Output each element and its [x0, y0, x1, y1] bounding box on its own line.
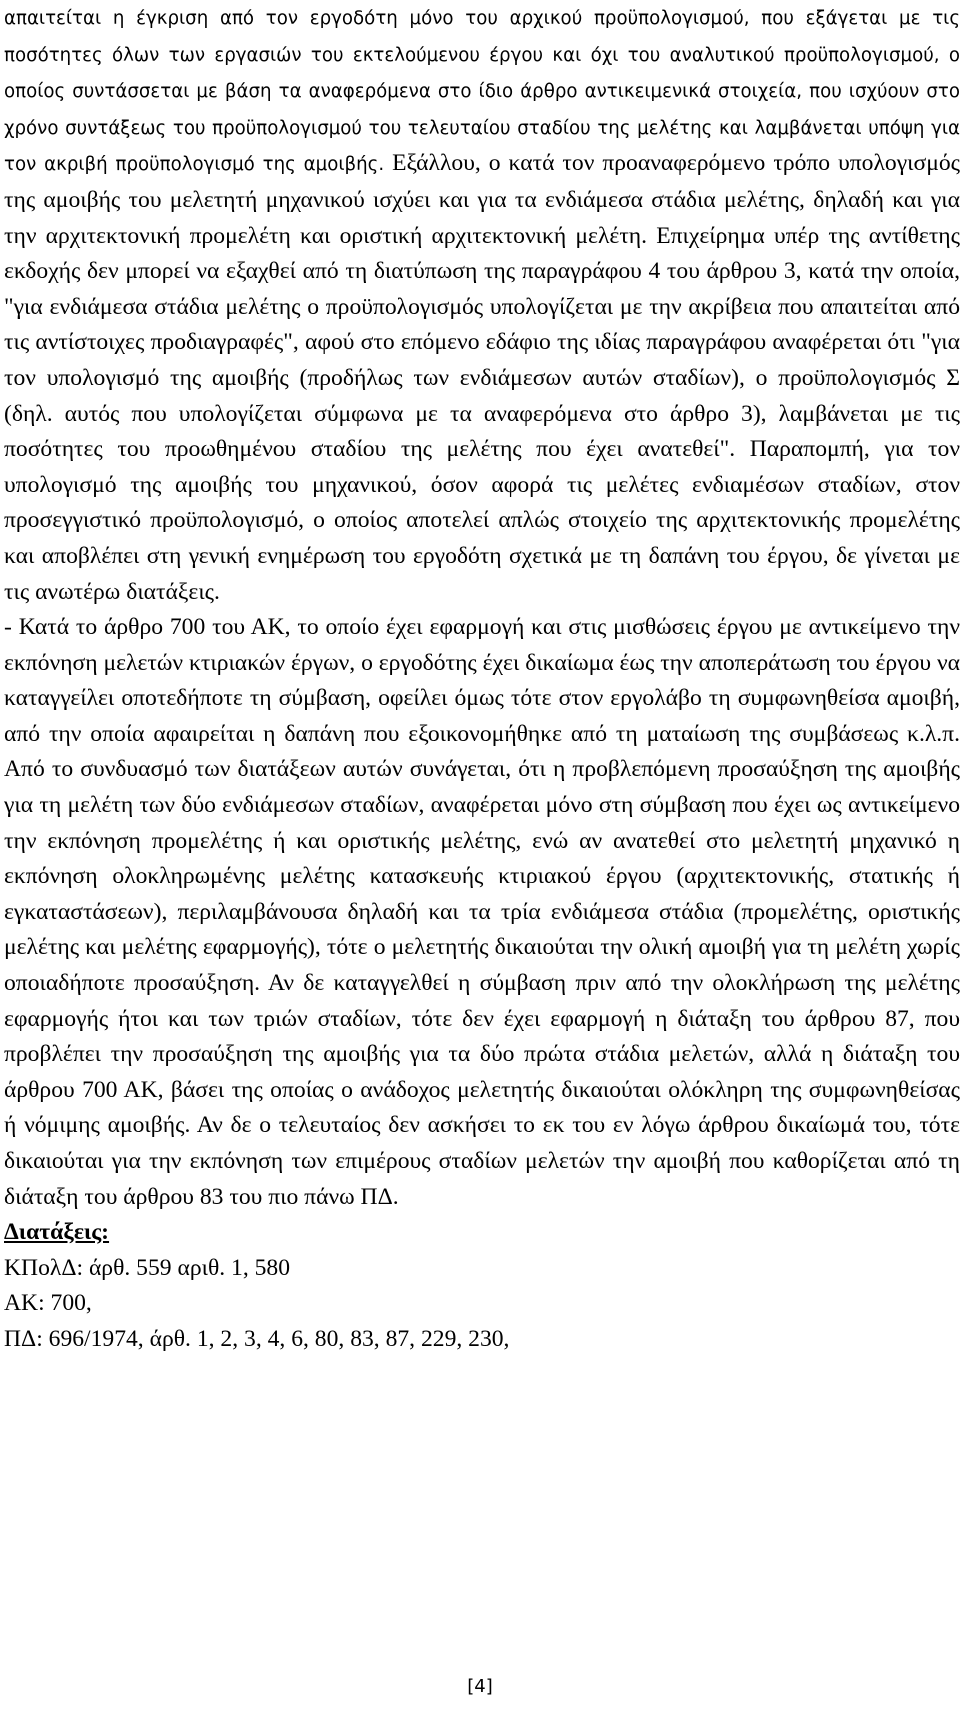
- page-number: [4]: [467, 1676, 493, 1697]
- paragraph-1-serif-text: Εξάλλου, ο κατά τον προαναφερόμενο τρόπο υπολογισμός της αμοιβής του μελετητή μηχανικού ισχύει και για τα ενδιάμεσα στάδια μελέτης, δηλαδή και για την αρχιτεκτονική προμελέτη και οριστική αρχιτεκτονική μελέτη.: [4, 150, 960, 249]
- provisions-heading: Διατάξεις:: [4, 1219, 110, 1246]
- reference-ak: ΑΚ: 700,: [4, 1290, 92, 1317]
- paragraph-1: [4, 0, 960, 610]
- paragraph-1-sans-text: απαιτείται η έγκριση από τον εργοδότη μόνο του αρχικού προϋπολογισμού, που εξάγεται με τις ποσότητες όλων των εργασιών του εκτελούμενου έργου και όχι του αναλυτικού προϋπολογισμού, ο οποίος συντάσσεται με βάση τα αναφερόμενα στο ίδιο άρθρο αντικειμενικά στοιχεία, που ισχύουν στο χρόνο συντάξεως του προϋπολογισμού του τελευταίου σταδίου της μελέτης και λαμβάνεται υπόψη για τον ακριβή προϋπολογισμό της αμοιβής.: [4, 8, 960, 176]
- body-text: [4, 0, 960, 1358]
- paragraph-2-text: Επιχείρημα υπέρ της αντίθετης εκδοχής δεν μπορεί να εξαχθεί από τη διατύπωση της παραγράφου 4 του άρθρου 3, κατά την οποία, "για ενδιάμεσα στάδια μελέτης ο προϋπολογισμός υπολογίζεται με την ακρίβεια που απαιτείται από τις αντίστοιχες προδιαγραφές", αφού στο επόμενο εδάφιο της ιδίας παραγράφου αναφέρεται ότι "για τον υπολογισμό της αμοιβής (προδήλως των ενδιάμεσων αυτών σταδίων), ο προϋπολογισμός Σ (δηλ. αυτός που υπολογίζεται σύμφωνα με τα αναφερόμενα στο άρθρο 3), λαμβάνεται με τις ποσότητες του προωθημένου σταδίου της μελέτης που έχει ανατεθεί". Παραπομπή, για τον υπολογισμό της αμοιβής του μηχανικού, όσον αφορά τις μελέτες ενδιαμέσων σταδίων, στον προσεγγιστικό προϋπολογισμό, ο οποίος αποτελεί απλώς στοιχείο της αρχιτεκτονικής προμελέτης και αποβλέπει στη γενική ενημέρωση του εργοδότη σχετικά με τη δαπάνη του έργου, δε γίνεται με τις ανωτέρω διατάξεις.: [4, 222, 960, 605]
- reference-kpold: ΚΠολΔ: άρθ. 559 αριθ. 1, 580: [4, 1254, 291, 1281]
- reference-pd: ΠΔ: 696/1974, άρθ. 1, 2, 3, 4, 6, 80, 83, 87, 229, 230,: [4, 1325, 510, 1352]
- paragraph-3: - Κατά το άρθρο 700 του ΑΚ, το οποίο έχει εφαρμογή και στις μισθώσεις έργου με αντικείμενο την εκπόνηση μελετών κτιριακών έργων, ο εργοδότης έχει δικαίωμα έως την αποπεράτωση του έργου να καταγγείλει οποτεδήποτε τη σύμβαση, οφείλει όμως τότε στον εργολάβο τη συμφωνηθείσα αμοιβή, από την οποία αφαιρείται η δαπάνη που εξοικονομήθηκε από τη ματαίωση της συμβάσεως κ.λ.π. Από το συνδυασμό των διατάξεων αυτών συνάγεται, ότι η προβλεπόμενη προσαύξηση της αμοιβής για τη μελέτη των δύο ενδιάμεσων σταδίων, αναφέρεται μόνο στη σύμβαση που έχει ως αντικείμενο την εκπόνηση προμελέτης ή και οριστικής μελέτης, ενώ αν ανατεθεί στο μελετητή μηχανικό η εκπόνηση ολοκληρωμένης μελέτης κατασκευής κτιριακού έργου (αρχιτεκτονικής, στατικής ή εγκαταστάσεων), περιλαμβάνουσα δηλαδή και τα τρία ενδιάμεσα στάδια (προμελέτης, οριστικής μελέτης και μελέτης εφαρμογής), τότε ο μελετητής δικαιούται την ολική αμοιβή για τη μελέτη χωρίς οποιαδήποτε προσαύξηση. Αν δε καταγγελθεί η σύμβαση πριν από την ολοκλήρωση της μελέτης εφαρμογής ήτοι και των τριών σταδίων, τότε δεν έχει εφαρμογή η διάταξη του άρθρου 87, που προβλέπει την προσαύξηση της αμοιβής για τα δύο πρώτα στάδια μελετών, αλλά η διάταξη του άρθρου 700 ΑΚ, βάσει της οποίας ο ανάδοχος μελετητής δικαιούται ολόκληρη της συμφωνηθείσας ή νόμιμης αμοιβής. Αν δε ο τελευταίος δεν ασκήσει το εκ του εν λόγω άρθρου δικαίωμά του, τότε δικαιούται για την εκπόνηση των επιμέρους σταδίων μελετών την αμοιβή που καθορίζεται από τη διάταξη του άρθρου 83 του πιο πάνω ΠΔ.: [4, 614, 960, 1210]
